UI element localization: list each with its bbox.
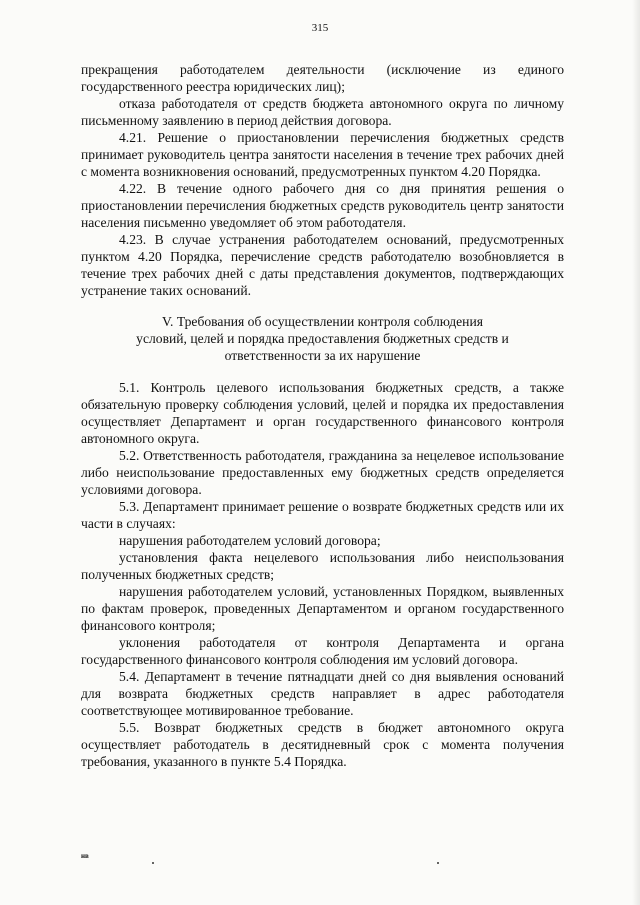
section-heading — [81, 313, 564, 364]
paragraph: уклонения работодателя от контроля Департамента и органа государственного финансового контроля соблюдения им условий договора. — [81, 635, 564, 667]
section-heading-line-1: V. Требования об осуществлении контроля соблюдения — [161, 314, 483, 329]
paragraph: прекращения работодателем деятельности (исключение из единого государственного реестра юридических лиц); — [81, 62, 564, 94]
paragraph: нарушения работодателем условий договора; — [119, 533, 381, 548]
paragraph: отказа работодателя от средств бюджета автономного округа по личному письменному заявлению в период действия договора. — [81, 96, 564, 128]
paragraph: 5.2. Ответственность работодателя, гражданина за нецелевое использование либо неиспользование предоставленных ему бюджетных средств определяется условиями договора. — [81, 448, 564, 497]
paragraph: 4.22. В течение одного рабочего дня со дня принятия решения о приостановлении перечисления бюджетных средств руководитель центр занятости населения письменно уведомляет об этом работодателя. — [81, 181, 564, 230]
paragraphs-bottom — [81, 379, 564, 770]
paragraphs-top — [81, 61, 564, 299]
paragraph: 4.21. Решение о приостановлении перечисления бюджетных средств принимает руководитель центра занятости населения в течение трех рабочих дней с момента возникновения оснований, предусмотренных пунктом 4.20 Порядка. — [81, 130, 564, 179]
paragraph: нарушения работодателем условий, установленных Порядком, выявленных по фактам проверок, проведенных Департаментом и органом государственного финансового контроля; — [81, 584, 564, 633]
paragraph: установления факта нецелевого использования либо неиспользования полученных бюджетных средств; — [81, 550, 564, 582]
paragraph: 5.4. Департамент в течение пятнадцати дней со дня выявления оснований для возврата бюджетных средств направляет в адрес работодателя соответствующее мотивированное требование. — [81, 669, 564, 718]
paragraph: 5.3. Департамент принимает решение о возврате бюджетных средств или их части в случаях: — [81, 499, 564, 531]
section-heading-line-2: условий, целей и порядка предоставления бюджетных средств и — [136, 331, 509, 346]
paragraph: 5.1. Контроль целевого использования бюджетных средств, а также обязательную проверку соблюдения условий, целей и порядка их предоставления осуществляет Департамент и орган государственного финансового контроля автономного округа. — [81, 380, 564, 446]
document-body — [81, 61, 564, 770]
section-heading-line-3: ответственности за их нарушение — [224, 348, 421, 363]
paragraph: 4.23. В случае устранения работодателем оснований, предусмотренных пунктом 4.20 Порядка, перечисление средств работодателю возобновляется в течение трех рабочих дней с даты представления документов, подтверждающих устранение таких оснований. — [81, 232, 564, 298]
page-edge-shadow — [632, 0, 640, 905]
scan-speck — [152, 862, 154, 864]
scan-speck — [437, 862, 439, 864]
page-number: 315 — [311, 22, 329, 34]
paragraph: 5.5. Возврат бюджетных средств в бюджет автономного округа осуществляет работодатель в десятидневный срок с момента получения требования, указанного в пункте 5.4 Порядка. — [81, 720, 564, 769]
footer-mark: нв — [81, 852, 89, 860]
